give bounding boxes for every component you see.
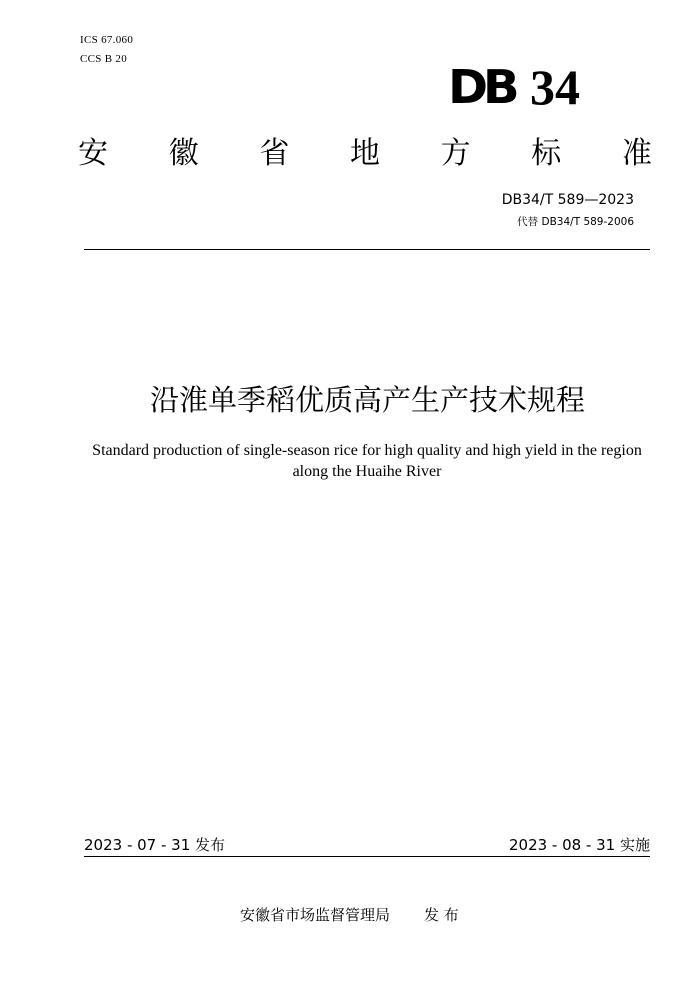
db34-logo <box>448 59 606 115</box>
publisher-line <box>240 904 459 925</box>
logo-letters: DB <box>448 60 515 114</box>
bottom-divider <box>84 856 650 857</box>
publisher-name: 安徽省市场监督管理局 <box>240 906 391 924</box>
document-title-english <box>80 440 654 482</box>
logo-number: 34 <box>530 59 580 115</box>
standard-type-char: 省 <box>259 136 290 171</box>
standard-type-char: 徽 <box>168 136 199 171</box>
standard-number: DB34/T 589—2023 <box>501 192 634 208</box>
english-title-line-2: along the Huaihe River <box>292 463 442 480</box>
issue-date: 2023 - 07 - 31 发布 <box>84 836 226 854</box>
document-title-chinese: 沿淮单季稻优质高产生产技术规程 <box>149 383 585 417</box>
standard-type-char: 标 <box>531 136 562 171</box>
english-title-line-1: Standard production of single-season rice for high quality and high yield in the region <box>92 442 642 459</box>
standard-type-char: 方 <box>440 136 471 171</box>
top-divider <box>84 249 650 250</box>
implementation-date: 2023 - 08 - 31 实施 <box>508 836 650 854</box>
standard-type-title <box>78 134 652 174</box>
publish-action: 发 布 <box>424 906 459 924</box>
standard-type-char: 准 <box>621 136 652 171</box>
ics-code: ICS 67.060 <box>80 34 134 46</box>
replaces-standard: 代替 DB34/T 589-2006 <box>517 216 634 228</box>
ccs-code: CCS B 20 <box>80 53 128 65</box>
standard-type-char: 地 <box>349 136 380 171</box>
standard-type-char: 安 <box>78 136 108 171</box>
